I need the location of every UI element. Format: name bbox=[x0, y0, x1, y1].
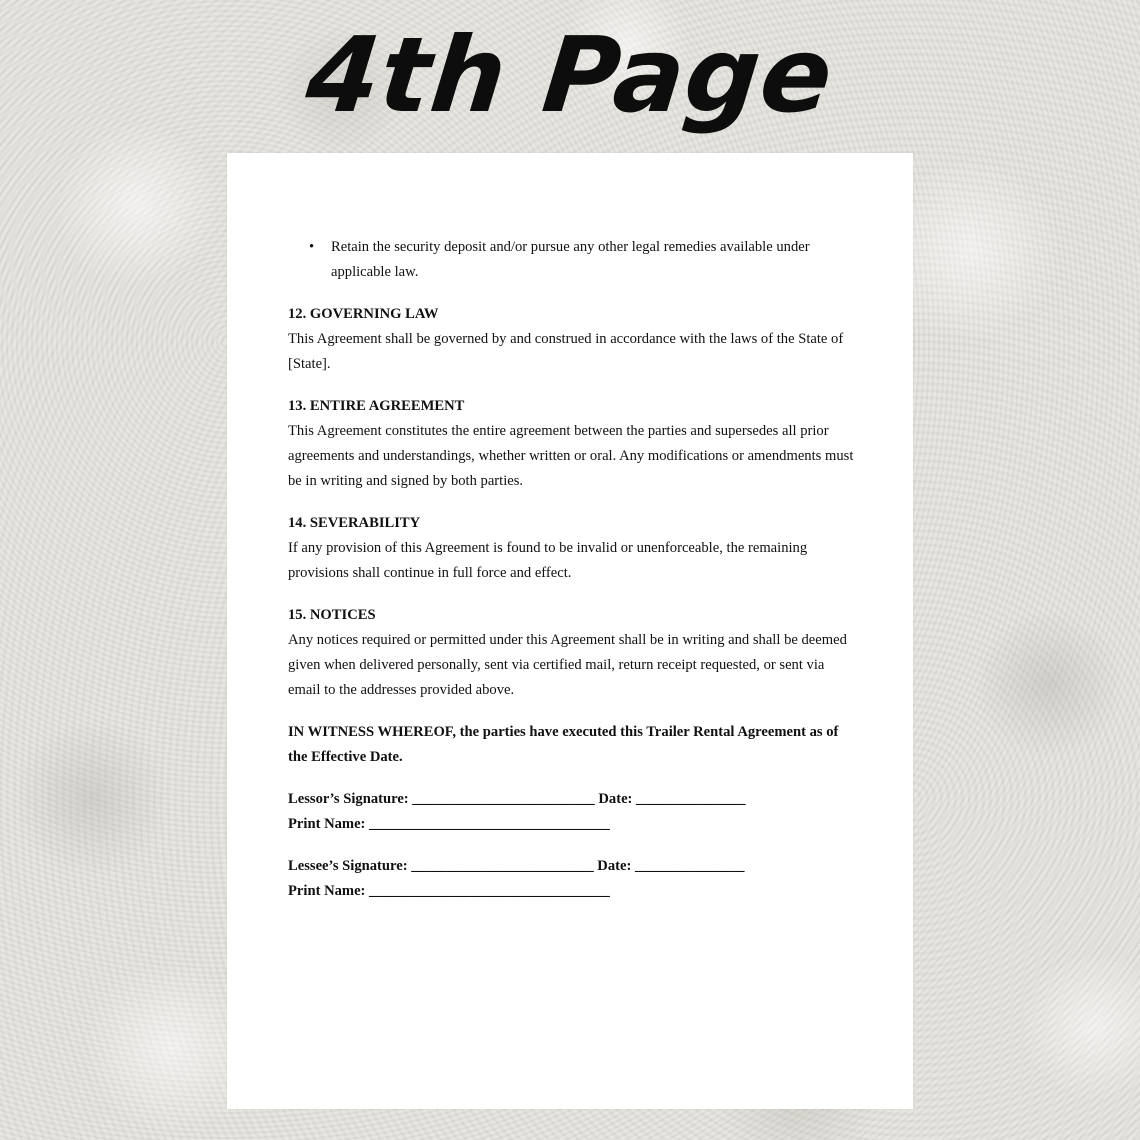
section-heading: 14. SEVERABILITY bbox=[288, 515, 421, 531]
list-item-text: Retain the security deposit and/or pursue any other legal remedies available under applicable law. bbox=[331, 239, 810, 280]
lessor-print-name-line: Print Name: _________________________________ bbox=[288, 816, 610, 832]
lessee-signature-line: Lessee’s Signature: _________________________ Date: _______________ bbox=[288, 858, 745, 874]
section-body: If any provision of this Agreement is found to be invalid or unenforceable, the remaining provisions shall continue in full force and effect. bbox=[288, 540, 808, 581]
section-governing-law bbox=[288, 302, 858, 377]
section-body: This Agreement constitutes the entire agreement between the parties and supersedes all prior agreements and understandings, whether written or oral. Any modifications or amendments must be in writing and signed by both parties. bbox=[288, 423, 854, 489]
section-heading: 13. ENTIRE AGREEMENT bbox=[288, 398, 465, 414]
document-page bbox=[227, 153, 913, 1109]
witness-statement: IN WITNESS WHEREOF, the parties have executed this Trailer Rental Agreement as of the Effective Date. bbox=[288, 724, 839, 765]
section-body: Any notices required or permitted under this Agreement shall be in writing and shall be deemed given when delivered personally, sent via certified mail, return receipt requested, or sent via email to the addresses provided above. bbox=[288, 632, 847, 698]
section-entire-agreement bbox=[288, 394, 858, 494]
section-severability bbox=[288, 511, 858, 586]
lessor-signature-line: Lessor’s Signature: _________________________ Date: _______________ bbox=[288, 791, 746, 807]
document-content bbox=[288, 235, 858, 921]
list-item bbox=[288, 235, 858, 285]
section-heading: 12. GOVERNING LAW bbox=[288, 306, 439, 322]
bullet-marker: • bbox=[309, 239, 315, 255]
section-notices bbox=[288, 603, 858, 703]
section-body: This Agreement shall be governed by and construed in accordance with the laws of the State of [State]. bbox=[288, 331, 844, 372]
section-heading: 15. NOTICES bbox=[288, 607, 376, 623]
lessee-signature-block bbox=[288, 854, 858, 904]
lessee-print-name-line: Print Name: _________________________________ bbox=[288, 883, 610, 899]
page-banner-title: 4th Page bbox=[301, 14, 839, 136]
lessor-signature-block bbox=[288, 787, 858, 837]
